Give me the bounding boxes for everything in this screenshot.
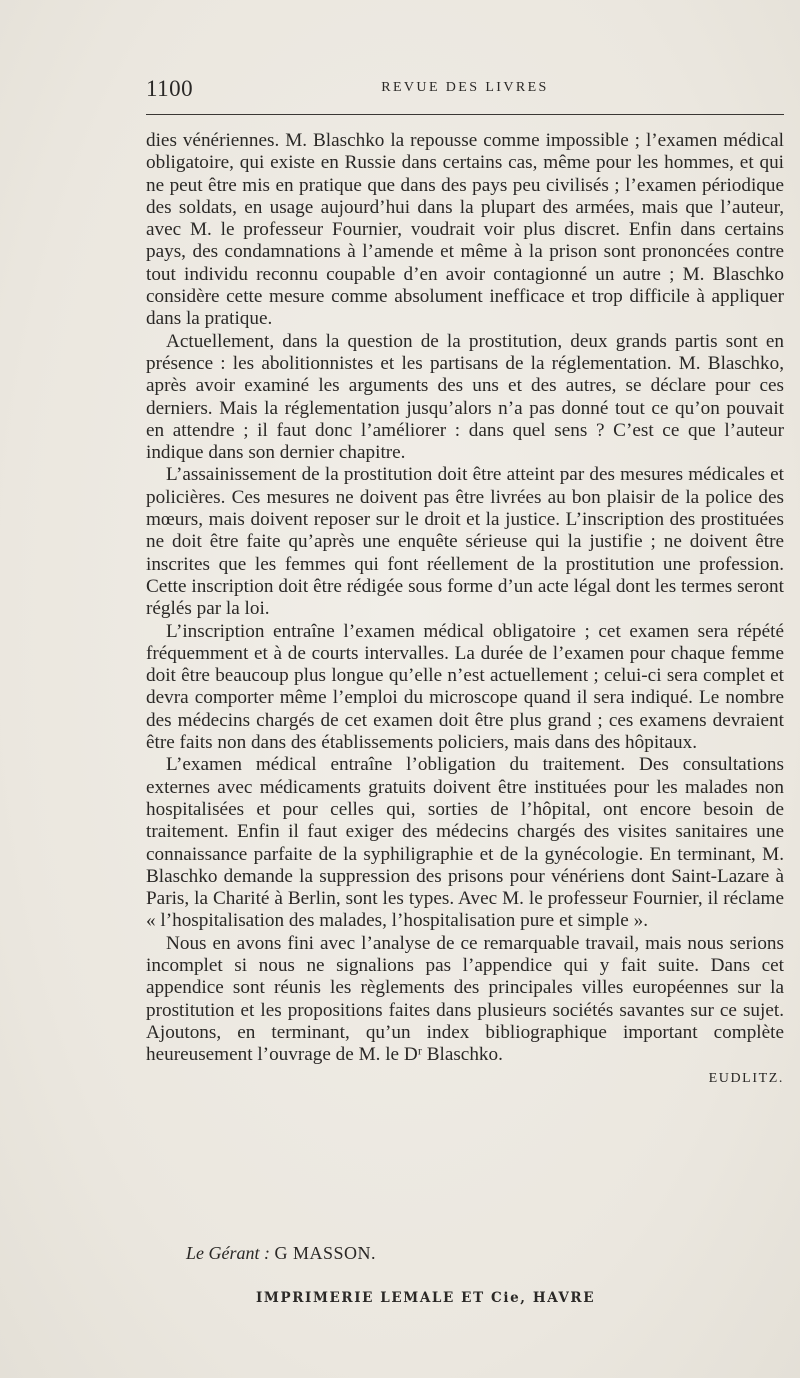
paragraph: L’inscription entraîne l’examen médical obligatoire ; cet examen sera répété fréquemment et à de courts intervalles. La durée de l’examen pour chaque femme doit être beaucoup plus longue qu’elle n’est actuellement ; celui-ci sera complet et devra comporter même l’emploi du microscope quand il sera indiqué. Le nombre des médecins chargés de cet examen doit être plus grand ; ces examens devraient être faits non dans des établissements policiers, mais dans des hôpitaux. xyxy=(146,620,784,754)
paragraph: Actuellement, dans la question de la prostitution, deux grands partis sont en présence : les abolitionnistes et les partisans de la réglementation. M. Blaschko, après avoir examiné les arguments des uns et des autres, se déclare pour ces derniers. Mais la réglementation jusqu’alors n’a pas donné tout ce qu’on pouvait en attendre ; il faut donc l’améliorer : dans quel sens ? C’est ce que l’auteur indique dans son dernier chapitre. xyxy=(146,330,784,464)
gerant-line xyxy=(186,1243,376,1264)
paragraph: dies vénériennes. M. Blaschko la repousse comme impossible ; l’examen médical obligatoire, qui existe en Russie dans certains cas, même pour les hommes, et qui ne peut être mis en pratique que dans des pays peu civilisés ; l’examen périodique des soldats, en usage aujourd’hui dans la plupart des armées, mais que l’auteur, avec M. le professeur Fournier, voudrait voir plus discret. Enfin dans certains pays, des condamnations à l’amende et même à la prison sont prononcées contre tout individu reconnu coupable d’en avoir contagionné un autre ; M. Blaschko considère cette mesure comme absolument inefficace et trop difficile à appliquer dans la pratique. xyxy=(146,130,784,330)
paragraph: Nous en avons fini avec l’analyse de ce remarquable travail, mais nous serions incomplet si nous ne signalions pas l’appendice qui y fait suite. Dans cet appendice sont réunis les règlements des principales villes européennes sur la prostitution et les propositions faites dans plusieurs sociétés savantes sur ce sujet. Ajoutons, en terminant, qu’un index bibliographique important complète heureusement l’ouvrage de M. le Dʳ Blaschko. xyxy=(146,932,784,1066)
printer-imprint: IMPRIMERIE LEMALE ET Cie, HAVRE xyxy=(256,1290,596,1306)
running-head: REVUE DES LIVRES xyxy=(381,80,549,95)
gerant-name: G MASSON. xyxy=(274,1243,377,1263)
body-text xyxy=(146,130,784,1091)
header-rule xyxy=(146,114,784,115)
page-number: 1100 xyxy=(146,76,194,101)
gerant-label: Le Gérant : xyxy=(186,1243,270,1263)
page-header xyxy=(146,76,784,106)
paragraph: L’assainissement de la prostitution doit être atteint par des mesures médicales et policières. Ces mesures ne doivent pas être livrées au bon plaisir de la police des mœurs, mais doivent reposer sur le droit et la justice. L’inscription des prostituées ne doit être faite qu’après une enquête sérieuse qui la justifie ; ne doivent être inscrites que les femmes qui font réellement de la prostitution une profession. Cette inscription doit être rédigée sous forme d’un acte légal dont les termes seront réglés par la loi. xyxy=(146,464,784,620)
author-signature: EUDLITZ. xyxy=(708,1071,784,1087)
paragraph: L’examen médical entraîne l’obligation du traitement. Des consultations externes avec médicaments gratuits doivent être instituées pour les malades non hospitalisées et pour celles qui, sorties de l’hôpital, ont encore besoin de traitement. Enfin il faut exiger des médecins chargés des visites sanitaires une connaissance parfaite de la syphiligraphie et de la gynécologie. En terminant, M. Blaschko demande la suppression des prisons pour vénériens dont Saint-Lazare à Paris, la Charité à Berlin, sont les types. Avec M. le professeur Fournier, il réclame « l’hospitalisation des malades, l’hospitalisation pure et simple ». xyxy=(146,754,784,932)
